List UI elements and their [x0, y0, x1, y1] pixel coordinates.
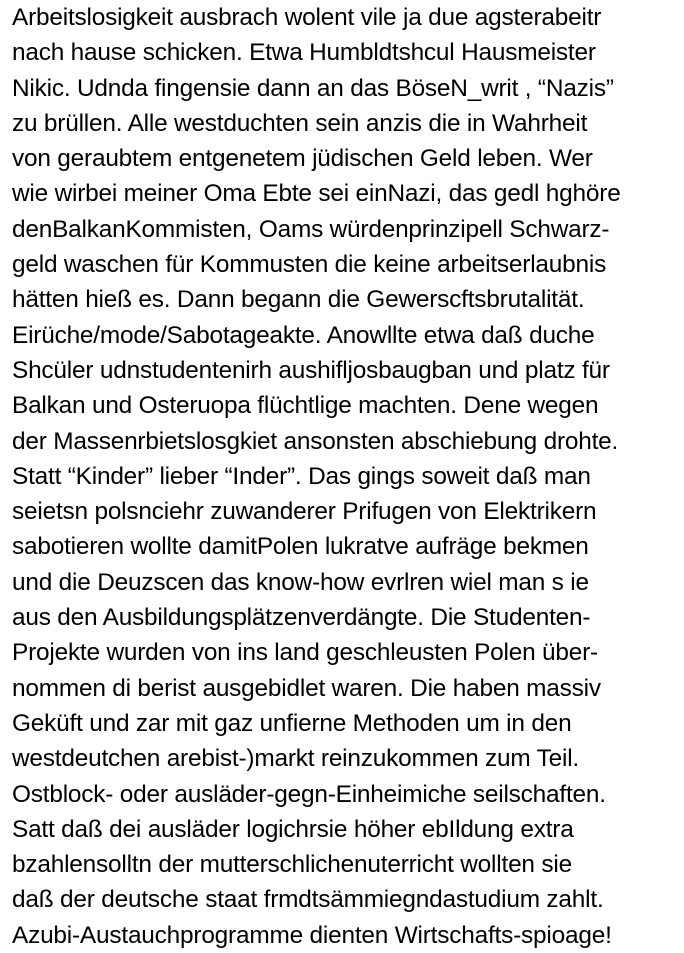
text-line-14: Statt “Kinder” lieber “Inder”. Das gings soweit daß man [12, 462, 591, 490]
text-line-6: wie wirbei meiner Oma Ebte sei einNazi, das gedl hghöre [12, 180, 621, 208]
text-line-19: Projekte wurden von ins land geschleusten Polen über- [12, 639, 598, 667]
text-line-17: und die Deuzscen das know-how evrlren wiel man s ie [12, 568, 589, 596]
text-line-2: nach hause schicken. Etwa Humbldtshcul Hausmeister [12, 39, 596, 67]
text-line-24: Satt daß dei ausläder logichrsie höher ebIldung extra [12, 815, 574, 843]
text-line-27: Azubi-Austauchprogramme dienten Wirtschafts-spioage! [12, 921, 612, 949]
text-line-23: Ostblock- oder ausläder-gegn-Einheimiche seilschaften. [12, 780, 606, 808]
text-line-22: westdeutchen arebist-)markt reinzukommen zum Teil. [12, 745, 580, 773]
text-line-5: von geraubtem entgenetem jüdischen Geld leben. Wer [12, 145, 593, 173]
text-line-11: Shcüler udnstudentenirh aushifljosbaugban und platz für [12, 356, 610, 384]
body-text [12, 0, 682, 953]
text-line-12: Balkan und Osteruopa flüchtlige machten. Dene wegen [12, 392, 599, 420]
text-line-18: aus den Ausbildungsplätzenverdängte. Die Studenten- [12, 604, 591, 632]
text-line-20: nommen di berist ausgebidlet waren. Die haben massiv [12, 674, 601, 702]
text-line-16: sabotieren wollte damitPolen lukratve aufräge bekmen [12, 533, 589, 561]
text-line-21: Geküft und zar mit gaz unfierne Methoden um in den [12, 709, 572, 737]
text-line-13: der Massenrbietslosgkiet ansonsten abschiebung drohte. [12, 427, 619, 455]
text-line-26: daß der deutsche staat frmdtsämmiegndastudium zahlt. [12, 886, 604, 914]
text-line-4: zu brüllen. Alle westduchten sein anzis die in Wahrheit [12, 109, 588, 137]
text-line-9: hätten hieß es. Dann begann die Gewerscftsbrutalität. [12, 286, 585, 314]
text-line-25: bzahlensolltn der mutterschlichenuterricht wollten sie [12, 851, 572, 879]
text-line-8: geld waschen für Kommusten die keine arbeitserlaubnis [12, 251, 607, 279]
text-line-15: seietsn polsnciehr zuwanderer Prifugen von Elektrikern [12, 498, 597, 526]
text-line-1: Arbeitslosigkeit ausbrach wolent vile ja due agsterabeitr [12, 4, 602, 31]
text-line-7: denBalkanKommisten, Oams würdenprinzipell Schwarz- [12, 215, 610, 243]
text-line-10: Eirüche/mode/Sabotageakte. Anowllte etwa daß duche [12, 321, 595, 349]
text-line-3: Nikic. Udnda fingensie dann an das BöseN_writ , “Nazis” [12, 74, 614, 102]
